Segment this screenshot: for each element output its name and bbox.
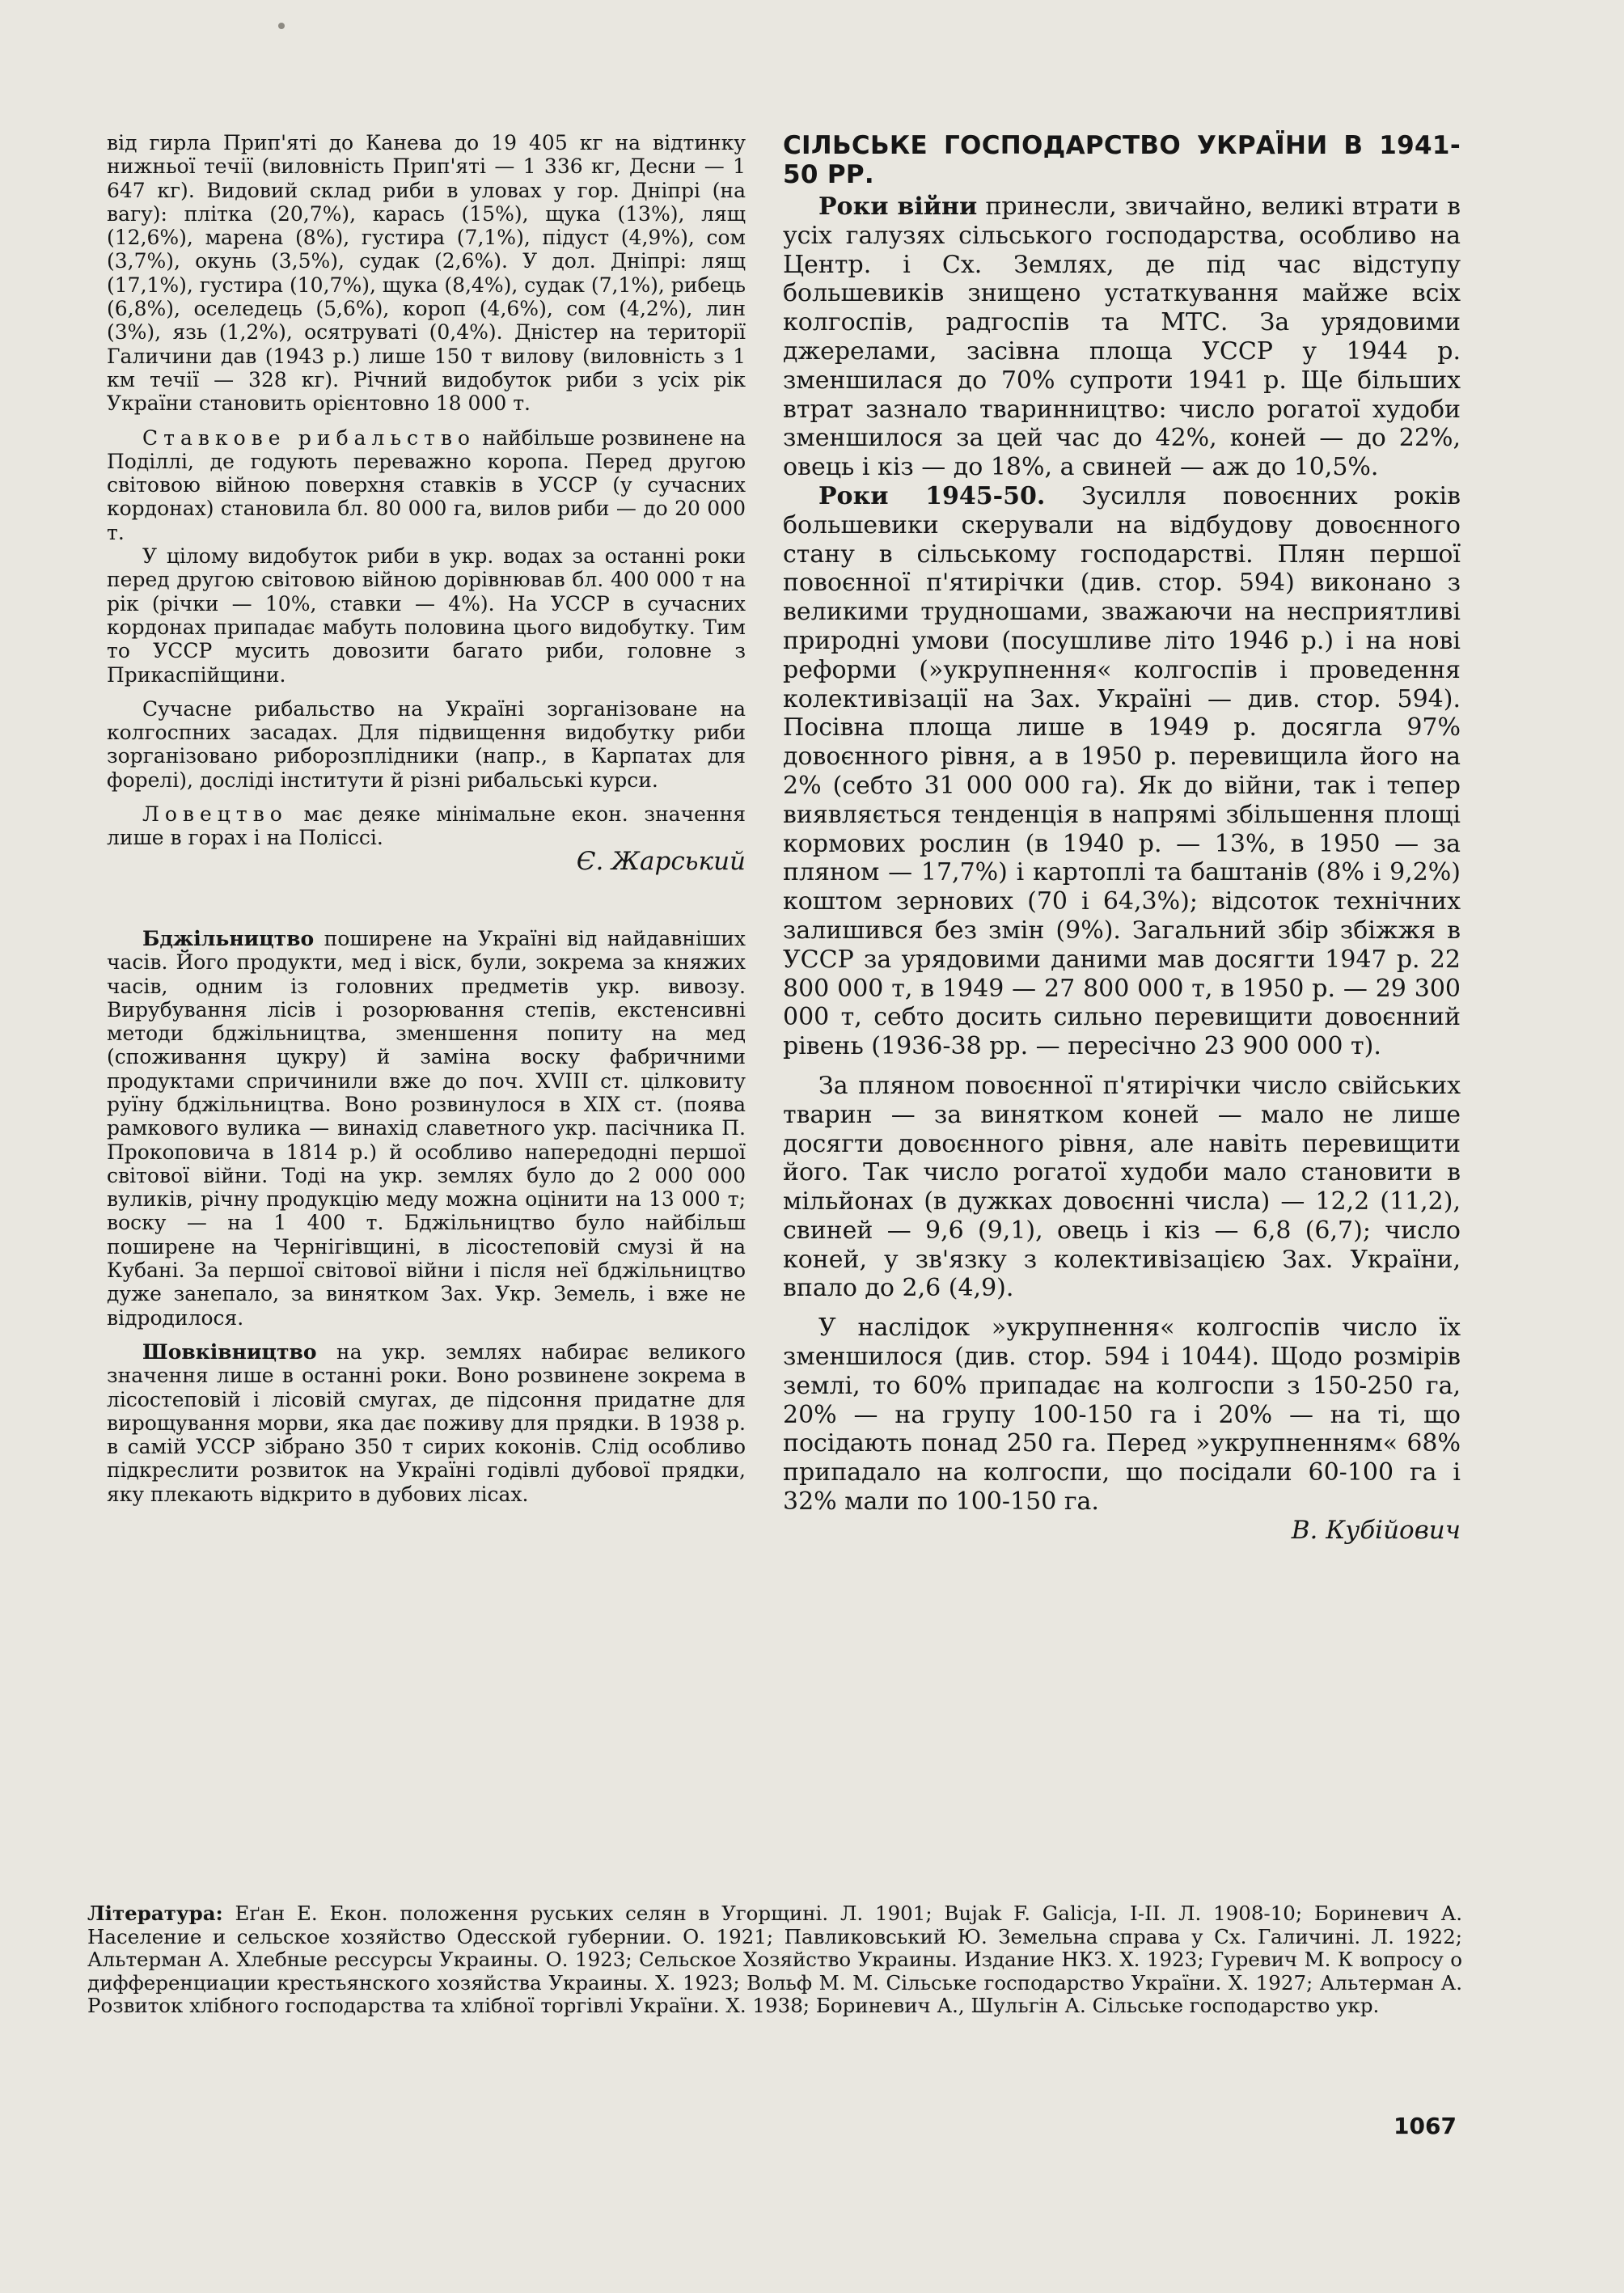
- collective-farms-paragraph: У наслідок »укрупнення« колгоспів число їх зменшилося (див. стор. 594 і 1044). Щодо розмірів землі, то 60% припадає на колгоспи з 150-250 га, 20% — на групу 100-150 га і 20% — на ті, що посідають понад 250 га. Перед »укрупненням« 68% припадало на колгоспи, що посідали 60-100 га і 32% мали по 100-150 га.: [783, 1314, 1461, 1517]
- livestock-plan-paragraph: За пляном повоєнної п'ятирічки число свійських тварин — за винятком коней — мало не лише досягти довоєнного рівня, але навіть перевищити його. Так число рогатої худоби мало становити в мільйонах (в дужках довоєнні числа) — 12,2 (11,2), свиней — 9,6 (9,1), овець і кіз — 6,8 (6,7); число коней, у зв'язку з колективізацією Зах. України, впало до 2,6 (4,9).: [783, 1071, 1461, 1303]
- left-column: [107, 131, 746, 1506]
- fishing-yield-paragraph: від гирла Прип'яті до Канева до 19 405 кг на відтинку нижньої течії (виловність Прип'яті — 1 336 кг, Десни — 1 647 кг). Видовий склад риби в уловах у гор. Дніпрі (на вагу): плітка (20,7%), карась (15%), щука (13%), лящ (12,6%), марена (8%), густира (7,1%), підуст (4,9%), сом (3,7%), окунь (3,5%), судак (2,6%). У дол. Дніпрі: лящ (17,1%), густира (10,7%), щука (8,4%), судак (7,1%), рибець (6,8%), оселедець (5,6%), короп (4,6%), сом (4,2%), лин (3%), язь (1,2%), осятруваті (0,4%). Дністер на території Галичини дав (1943 р.) лише 150 т вилову (виловність з 1 км течії — 328 кг). Річний видобуток риби з усіх рік України становить орієнтовно 18 000 т.: [107, 131, 746, 416]
- sericulture-term: Шовківництво: [142, 1339, 317, 1364]
- postwar-years-paragraph: Роки 1945-50. Зусилля повоєнних років большевики скерували на відбудову довоєнного стану в сільському господарстві. Плян першої повоєнної п'ятирічки (див. стор. 594) виконано з великими трудношами, зважаючи на несприятливі природні умови (посушливе літо 1946 р.) і на нові реформи (»укрупнення« колгоспів і проведення колективізації на Зах. Україні — див. стор. 594). Посівна площа лише в 1949 р. досягла 97% довоєнного рівня, а в 1950 р. перевищила його на 2% (себто 31 000 000 га). Як до війни, так і тепер виявляється тенденція в напрямі збільшення площі кормових рослин (в 1940 р. — 13%, в 1950 — за пляном — 17,7%) і картоплі та баштанів (8% і 9,2%) коштом зернових (70 і 64,3%); відсоток технічних залишився без змін (9%). Загальний збір збіжжя в УССР за урядовими даними мав досягти 1947 р. 22 800 000 т, в 1949 — 27 800 000 т, в 1950 р. — 29 300 000 т, себто досить сильно перевищити довоєнний рівень (1936-38 рр. — пересічно 23 900 000 т).: [783, 481, 1461, 1061]
- hunting-term: Ловецтво: [142, 802, 288, 827]
- literature-references: [87, 1902, 1462, 2018]
- beekeeping-paragraph: Бджільництво поширене на Україні від найдавніших часів. Його продукти, мед і віск, були, зокрема за княжих часів, одним із головних предметів укр. вивозу. Вирубування лісів і розорювання степів, екстенсивні методи бджільництва, зменшення попиту на мед (споживання цукру) й заміна воску фабричними продуктами спричинили вже до поч. XVIII ст. цілковиту руїну бджільництва. Воно розвинулося в XIX ст. (поява рамкового вулика — винахід славетного укр. пасічника П. Прокоповича в 1814 р.) й особливо напередодні першої світової війни. Тоді на укр. землях було до 2 000 000 вуликів, річну продукцію меду можна оцінити на 13 000 т; воску — на 1 400 т. Бджільництво було найбільш поширене на Чернігівщині, в лісостеповій смузі й на Кубані. За першої світової війни і після неї бджільництво дуже занепало, за винятком Зах. Укр. Земель, і вже не відродилося.: [107, 926, 746, 1330]
- literature-label: Література:: [87, 1902, 223, 1925]
- author-signature-zharskyi: Є. Жарський: [576, 846, 746, 876]
- modern-fishing-paragraph: Сучасне рибальство на Україні зорганізоване на колгоспних засадах. Для підвищення видобутку риби зорганізовано риборозплідники (напр., в Карпатах для форелі), досліді інститути й різні рибальські курси.: [107, 696, 746, 792]
- sericulture-paragraph: Шовківництво на укр. землях набирає великого значення лише в останні роки. Воно розвинене зокрема в лісостеповій і лісовій смугах, де підсоння придатне для вирощування морви, яка дає поживу для прядки. В 1938 р. в самій УССР зібрано 350 т сирих коконів. Слід особливо підкреслити розвиток на Україні годівлі дубової прядки, яку плекають відкрито в дубових лісах.: [107, 1339, 746, 1506]
- postwar-years-term: Роки 1945-50.: [818, 481, 1046, 510]
- pond-fishing-term: Ставкове рибальство: [142, 425, 476, 450]
- hunting-paragraph: Ловецтво має деяке мінімальне екон. значення лише в горах і на Поліссі.: [107, 802, 746, 850]
- war-years-paragraph: Роки війни принесли, звичайно, великі втрати в усіх галузях сільського господарства, особливо на Центр. і Сх. Землях, де під час відступу большевиків знищено устаткування майже всіх колгоспів, радгоспів та МТС. За урядовими джерелами, засівна площа УССР у 1944 р. зменшилася до 70% супроти 1941 р. Ще більших втрат зазнало тваринництво: число рогатої худоби зменшилося за цей час до 42%, коней — до 22%, овець і кіз — до 18%, а свиней — аж до 10,5%.: [783, 192, 1461, 482]
- right-column: [783, 131, 1461, 1546]
- author-signature-kubijovych: В. Кубійович: [1291, 1515, 1461, 1545]
- beekeeping-term: Бджільництво: [142, 926, 315, 950]
- section-heading: СІЛЬСЬКЕ ГОСПОДАРСТВО УКРАЇНИ В 1941-50 РР.: [783, 131, 1461, 189]
- fish-total-paragraph: У цілому видобуток риби в укр. водах за останні роки перед другою світовою війною дорівнював бл. 400 000 т на рік (річки — 10%, ставки — 4%). На УССР в сучасних кордонах припадає мабуть половина цього видобутку. Тим то УССР мусить довозити багато риби, головне з Прикаспійщини.: [107, 544, 746, 687]
- pond-fishing-paragraph: Ставкове рибальство найбільше розвинене на Поділлі, де годують переважно коропа. Перед другою світовою війною поверхня ставків в УССР (у сучасних кордонах) становила бл. 80 000 га, вилов риби — до 20 000 т.: [107, 425, 746, 544]
- literature-text: Еґан Е. Екон. положення руських селян в Угорщині. Л. 1901; Bujak F. Galicja, I-II. Л. 1908-10; Бориневич А. Население и сельское хозяйство Одесской губернии. О. 1921; Павликовський Ю. Земельна справа у Сх. Галичині. Л. 1922; Альтерман А. Хлебные рессурсы Украины. О. 1923; Сельское Хозяйство Украины. Издание НКЗ. Х. 1923; Гуревич М. К вопросу о дифференциации крестьянского хозяйства Украины. Х. 1923; Вольф М. М. Сільське господарство України. Х. 1927; Альтерман А. Розвиток хлібного господарства та хлібної торгівлі України. Х. 1938; Бориневич А., Шульгін А. Сільське господарство укр.: [87, 1902, 1462, 2018]
- page-number: 1067: [1394, 2113, 1457, 2139]
- page-speck: [278, 23, 285, 29]
- war-years-term: Роки війни: [818, 192, 978, 221]
